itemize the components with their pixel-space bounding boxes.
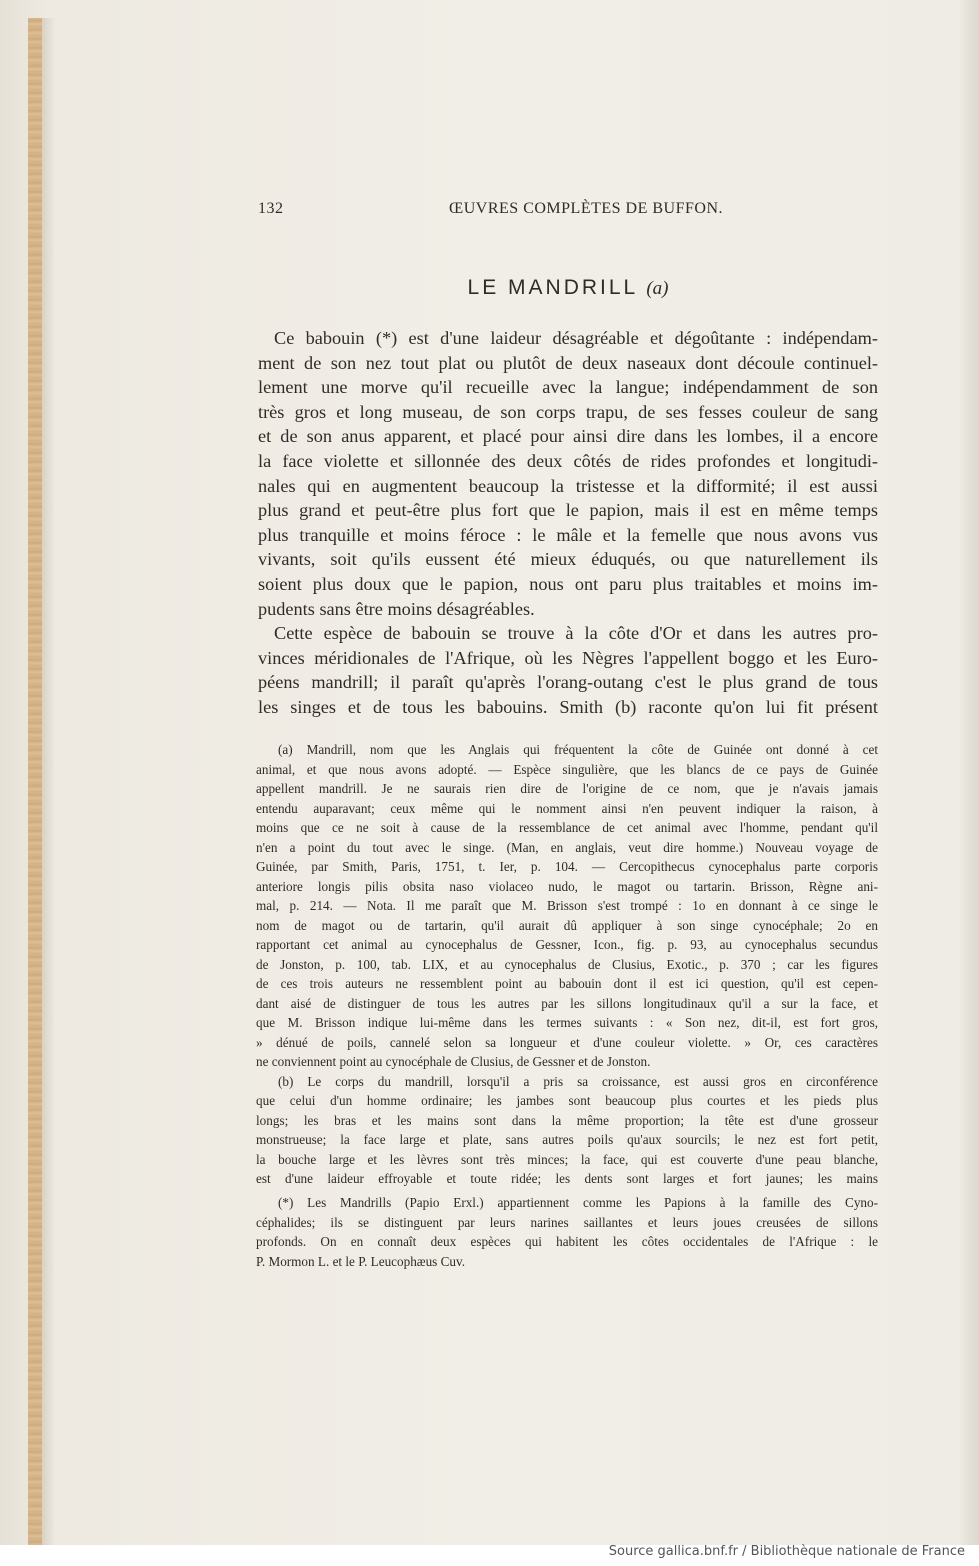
page-gutter bbox=[42, 18, 54, 1545]
footnote-line: la bouche large et les lèvres sont très minces; la face, qui est couverte d'une peau blanche, bbox=[256, 1151, 878, 1167]
footnote-line: P. Mormon L. et le P. Leucophæus Cuv. bbox=[256, 1253, 466, 1269]
footnote-line: » dénué de poils, cannelé selon sa longueur et d'une couleur violette. » Or, ces caractères bbox=[256, 1034, 878, 1050]
page-number: 132 bbox=[258, 200, 284, 217]
footnote-line: longs; les bras et les mains sont dans la même proportion; la tête est d'une grosseur bbox=[256, 1112, 878, 1128]
footnote-line: Guinée, par Smith, Paris, 1751, t. Ier, p. 104. — Cercopithecus cynocephalus parte corporis bbox=[256, 859, 878, 874]
footnote-line: céphalides; ils se distinguent par leurs narines saillantes et leurs joues creusées de sillons bbox=[256, 1214, 878, 1230]
footnote-line: que M. Brisson indique lui-même dans les termes suivants : « Son nez, dit-il, est fort gros, bbox=[256, 1015, 878, 1030]
text-line: pudents sans être moins désagréables. bbox=[258, 598, 535, 619]
paragraph-2 bbox=[258, 621, 878, 719]
footnote-line: (a) Mandrill, nom que les Anglais qui fréquentent la côte de Guinée ont donné à cet bbox=[278, 742, 878, 757]
chapter-title-note: (a) bbox=[646, 278, 669, 299]
text-line: la face violette et sillonnée des deux côtés de rides profondes et longitudi- bbox=[258, 450, 878, 471]
body-text bbox=[258, 326, 878, 720]
footnote-line: (*) Les Mandrills (Papio Erxl.) appartiennent comme les Papions à la famille des Cyno- bbox=[278, 1195, 878, 1210]
footnote-line: entendu auparavant; ceux même qui le nomment ainsi n'en peuvent indiquer la raison, à bbox=[256, 800, 878, 816]
chapter-title bbox=[258, 276, 878, 300]
source-credit: Source gallica.bnf.fr / Bibliothèque nationale de France bbox=[608, 1544, 965, 1559]
text-line: péens mandrill; il paraît qu'après l'orang-outang c'est le plus grand de tous bbox=[258, 672, 878, 693]
footnote-line: anteriore longis pilis obsita naso violaceo nudo, le magot ou tartarin. Brisson, Règne ani- bbox=[256, 878, 878, 894]
footnote-line: est d'une laideur effroyable et toute ridée; les dents sont larges et fort jaunes; les mains bbox=[256, 1171, 878, 1186]
text-line: Ce babouin (*) est d'une laideur désagréable et dégoûtante : indépendam- bbox=[274, 328, 878, 348]
footnote-line: animal, et que nous avons adopté. — Espèce singulière, que les blancs de ce pays de Guinée bbox=[256, 761, 878, 777]
footnote-line: nom de magot ou de tartarin, qu'il aurait dû appliquer à son singe cynocéphale; 2o en bbox=[256, 917, 878, 933]
footnote-line: de ces trois auteurs ne ressemblent point au babouin dont il est ici question, qu'il est cepen- bbox=[256, 976, 878, 991]
text-line: Cette espèce de babouin se trouve à la côte d'Or et dans les autres pro- bbox=[274, 623, 878, 644]
footnote-line: monstrueuse; la face large et plate, sans autres poils qu'aux sourcils; le nez est fort petit, bbox=[256, 1132, 878, 1147]
running-header bbox=[258, 200, 723, 222]
footnote-line: n'en a point du tout avec le singe. (Man, en anglais, veut dire homme.) Nouveau voyage de bbox=[256, 839, 878, 855]
running-title: ŒUVRES COMPLÈTES DE BUFFON. bbox=[449, 200, 723, 217]
text-line: vinces méridionales de l'Afrique, où les Nègres l'appellent boggo et les Euro- bbox=[258, 647, 878, 668]
editor-note bbox=[256, 1193, 878, 1271]
footnote-line: appellent mandrill. Je ne saurais rien dire de l'origine de ce nom, que je n'avais jamais bbox=[256, 781, 878, 796]
chapter-title-text: LE MANDRILL bbox=[467, 276, 638, 299]
footnote-b bbox=[256, 1072, 878, 1189]
text-line: nales qui en augmentent beaucoup la tristesse et la difformité; il est aussi bbox=[258, 475, 878, 496]
page-edge-stack bbox=[28, 18, 42, 1545]
text-line: ment de son nez tout plat ou plutôt de deux naseaux dont découle continuel- bbox=[258, 352, 878, 373]
text-line: très gros et long museau, de son corps trapu, de ses fesses couleur de sang bbox=[258, 401, 878, 422]
footnote-line: moins que ce ne soit à cause de la ressemblance de cet animal avec l'homme, pendant qu'il bbox=[256, 820, 878, 835]
text-line: et de son anus apparent, et placé pour ainsi dire dans les lombes, il a encore bbox=[258, 426, 878, 447]
text-line: plus grand et peut-être plus fort que le papion, mais il est en même temps bbox=[258, 500, 878, 521]
page-shadow bbox=[960, 0, 979, 1545]
footnote-section bbox=[256, 740, 878, 1189]
footnote-line: mal, p. 214. — Nota. Il me paraît que M. Brisson s'est trompé : 1o en donnant à ce singe le bbox=[256, 898, 878, 913]
text-line: vivants, soit qu'ils eussent été mieux éduqués, ou que naturellement ils bbox=[258, 549, 878, 570]
text-line: soient plus doux que le papion, nous ont paru plus traitables et moins im- bbox=[258, 573, 878, 594]
footnote-line: dant aisé de distinguer de tous les autres par les sillons longitudinaux qu'il a sur la face, et bbox=[256, 995, 878, 1011]
footnote-line: de Jonston, p. 100, tab. LIX, et au cynocephalus de Clusius, Exotic., p. 370 ; car les figures bbox=[256, 956, 878, 972]
paragraph-1 bbox=[258, 326, 878, 621]
footnote-line: profonds. On en connaît deux espèces qui habitent les côtes occidentales de l'Afrique : le bbox=[256, 1234, 878, 1249]
footnote-a bbox=[256, 740, 878, 1072]
footnote-line: rapportant cet animal au cynocephalus de Gessner, Icon., fig. p. 93, au cynocephalus secundus bbox=[256, 937, 878, 952]
footnote-line: ne conviennent point au cynocéphale de Clusius, de Gessner et de Jonston. bbox=[256, 1054, 651, 1069]
footnote-line: que celui d'un homme ordinaire; les jambes sont beaucoup plus courtes et les pieds plus bbox=[256, 1093, 878, 1108]
footnote-line: (b) Le corps du mandrill, lorsqu'il a pris sa croissance, est aussi gros en circonférence bbox=[278, 1073, 878, 1089]
text-line: lement une morve qu'il recueille avec la langue; indépendamment de son bbox=[258, 377, 878, 398]
text-line: plus tranquille et moins féroce : le mâle et la femelle que nous avons vus bbox=[258, 524, 878, 545]
text-line: les singes et de tous les babouins. Smith (b) raconte qu'on lui fit présent bbox=[258, 696, 878, 717]
